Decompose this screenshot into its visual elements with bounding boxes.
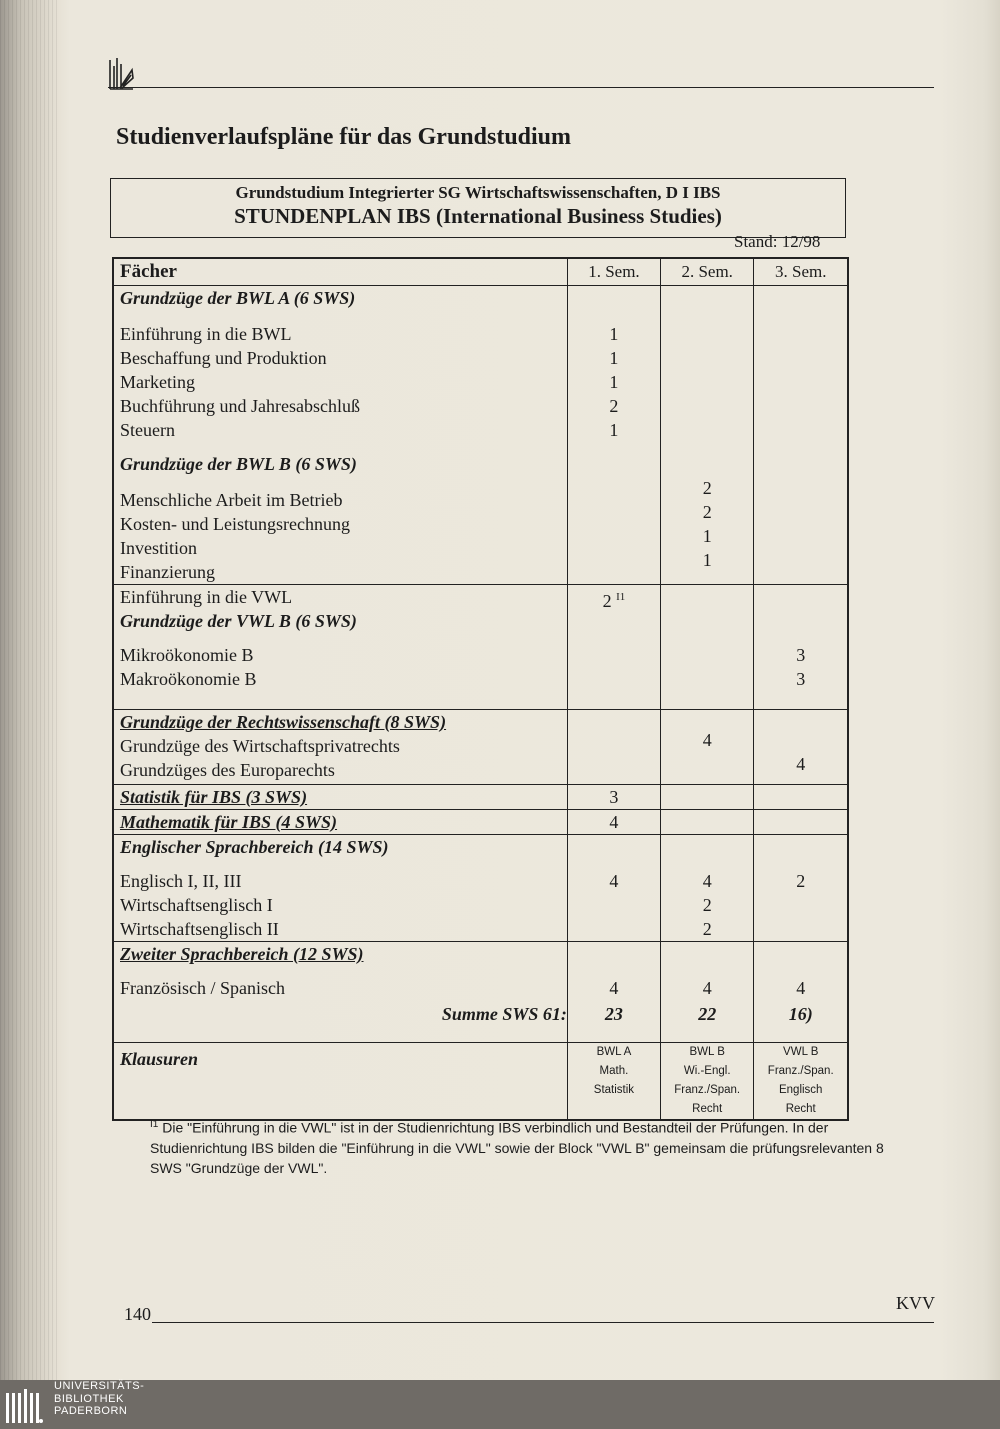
exam-item: Statistik [593,1084,635,1096]
col-header-sem2: 2. Sem. [660,258,754,286]
subject-label: Einführung in die VWL [120,587,293,607]
footnote-text: Die "Einführung in die VWL" ist in der Studienrichtung IBS verbindlich und Bestandteil der Prüfungen. In der Studienrichtung IBS bilden die "Einführung in die VWL" sowie der Block "VWL B" gemeinsam die prüfungsrelevanten 8 SWS "Grundzüge der VWL". [150,1119,884,1176]
summe-value: 22 [698,1004,717,1024]
sws-value: 3 [609,787,619,807]
subject-label: Investition [120,538,197,558]
exam-item: Math. [599,1065,629,1077]
sws-value: 2 [702,478,712,498]
plan-title: STUNDENPLAN IBS (International Business Studies) [234,204,722,228]
sws-value: 4 [796,754,806,774]
col-header-faecher: Fächer [113,258,567,286]
exam-item: Franz./Span. [674,1084,741,1096]
subject-label: Makroökonomie B [120,669,257,689]
table-row [113,835,848,942]
exams-row [113,1043,848,1121]
page-edge [0,0,60,1380]
sws-value: 3 [796,669,806,689]
section-heading: Grundzüge der BWL B (6 SWS) [120,454,357,474]
sws-value: 3 [796,645,806,665]
subject-label: Finanzierung [120,562,215,582]
exam-item: Englisch [778,1084,823,1096]
table-row [113,710,848,785]
exam-item: BWL B [689,1046,725,1058]
subject-label: Marketing [120,372,195,392]
page-title: Studienverlaufspläne für das Grundstudium [116,124,572,150]
library-name: UNIVERSITÄTS- BIBLIOTHEK PADERBORN [54,1380,145,1417]
library-books-icon [108,56,134,90]
klausuren-label: Klausuren [120,1049,199,1069]
table-row [113,785,848,810]
kvv-label: KVV [896,1293,935,1313]
table-row [113,942,848,1003]
table-header-row [113,258,848,286]
table-row [113,585,848,710]
subject-label: Mikroökonomie B [120,645,254,665]
subject-label: Buchführung und Jahresabschluß [120,396,360,416]
section-heading: Grundzüge der VWL B (6 SWS) [120,611,357,631]
summe-value: 16) [788,1004,813,1024]
subject-label: Französisch / Spanisch [120,978,285,998]
sws-value: 1 [702,550,712,570]
sws-value: 1 [609,324,619,344]
sws-value: 2 [702,502,712,522]
schedule-table [112,257,849,1121]
sws-value: 1 [609,420,619,440]
exam-item: Recht [785,1103,816,1115]
section-heading: Grundzüge der BWL A (6 SWS) [120,288,356,308]
exam-item: Franz./Span. [767,1065,834,1077]
subject-label: Englisch I, II, III [120,871,242,891]
summe-value: 23 [604,1004,623,1024]
plan-title-box [110,178,846,238]
col-header-sem3: 3. Sem. [754,258,848,286]
sws-value: 2 [609,396,619,416]
sws-value: 4 [702,730,712,750]
sws-value: 4 [796,978,806,998]
sws-value: 2 [702,919,712,939]
subject-label: Einführung in die BWL [120,324,292,344]
table-row [113,810,848,835]
footnote-mark: I1 [150,1119,159,1130]
subject-label: Kosten- und Leistungsrechnung [120,514,350,534]
section-heading: Zweiter Sprachbereich (12 SWS) [120,944,364,964]
sws-value: 2 [702,895,712,915]
subject-label: Wirtschaftsenglisch I [120,895,273,915]
sws-value: 1 [609,348,619,368]
sws-value: 4 [702,978,712,998]
summe-label: Summe SWS 61: [441,1004,567,1024]
sws-value: 2 [796,871,806,891]
sws-value: 4 [609,812,619,832]
section-heading: Statistik für IBS (3 SWS) [120,787,308,807]
footnote [150,1115,910,1178]
library-banner [0,1380,1000,1429]
header-rule [108,87,934,88]
program-name: Grundstudium Integrierter SG Wirtschaftswissenschaften, D I IBS [235,183,721,202]
footnote-mark: I1 [616,591,626,603]
library-barcode-icon [4,1385,44,1425]
col-header-sem1: 1. Sem. [567,258,660,286]
stand-date: Stand: 12/98 [734,232,821,251]
sws-value: 2 [602,591,612,611]
subject-label: Steuern [120,420,175,440]
sws-value: 4 [609,871,619,891]
sws-value: 4 [609,978,619,998]
summary-row [113,1002,848,1043]
subject-label: Menschliche Arbeit im Betrieb [120,490,343,510]
sws-value: 1 [609,372,619,392]
sws-value: 1 [702,526,712,546]
exam-item: Recht [692,1103,723,1115]
subject-label: Beschaffung und Produktion [120,348,327,368]
exam-item: BWL A [596,1046,632,1058]
page-number: 140 [124,1304,151,1324]
footer-rule [152,1322,934,1323]
subject-label: Wirtschaftsenglisch II [120,919,279,939]
exam-item: VWL B [783,1046,819,1058]
subject-label: Grundzüge des Wirtschaftsprivatrechts [120,736,400,756]
sws-value: 4 [702,871,712,891]
section-heading: Grundzüge der Rechtswissenschaft (8 SWS) [120,712,447,732]
exam-item: Wi.-Engl. [683,1065,731,1077]
section-heading: Mathematik für IBS (4 SWS) [120,812,338,832]
subject-label: Grundzüges des Europarechts [120,760,335,780]
section-heading: Englischer Sprachbereich (14 SWS) [120,837,389,857]
table-row [113,286,848,585]
